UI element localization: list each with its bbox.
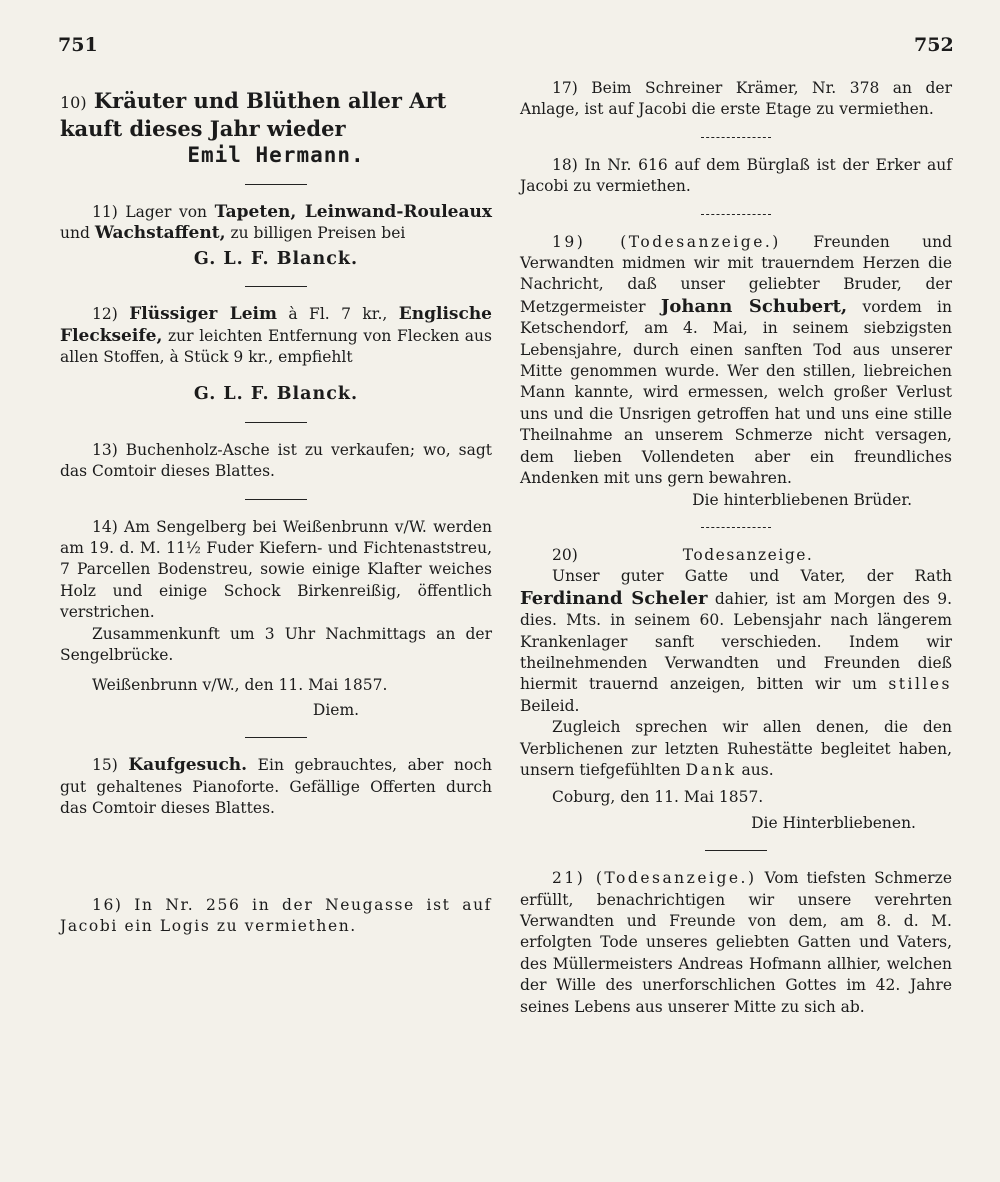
ad-12 [60, 304, 492, 406]
ad-12-emph: Flüssiger Leim [129, 304, 277, 325]
ad-20-signature: Die Hinterbliebenen. [751, 813, 916, 832]
ad-10-line2: kauft dieses Jahr wieder [60, 116, 346, 141]
right-column [520, 78, 952, 1018]
ad-20-dateline: Coburg, den 11. Mai 1857. [552, 788, 764, 807]
divider [245, 184, 307, 185]
ad-14-signature: Diem. [312, 700, 360, 719]
ad-20-text2: aus. [736, 760, 774, 779]
divider [245, 860, 307, 861]
ad-15-text: Ein gebrauchtes, aber noch gut gehaltenes Pianoforte. Gefällige Offerten durch das Comtoir dieses Blattes. [60, 756, 492, 818]
ad-20-emph: stilles [888, 675, 952, 694]
divider [705, 850, 767, 851]
ad-20-text: Unser guter Gatte und Vater, der Rath [552, 567, 952, 586]
ad-19-heading: 19) (Todesanzeige.) [552, 232, 781, 251]
divider [245, 422, 307, 423]
ad-11 [60, 202, 492, 270]
ad-19-name: Johann Schubert, [660, 295, 848, 317]
entry-number: 10) [60, 93, 87, 112]
ad-19 [520, 232, 952, 511]
ad-10-name: Emil Hermann. [187, 143, 365, 167]
ad-21 [520, 868, 952, 1018]
ad-11-text: zu billigen Preisen bei [225, 224, 406, 243]
ad-20-text2: Zugleich sprechen wir allen denen, die den Verblichenen zur letzten Ruhestätte begleitet haben, unsern tiefgefühlten [520, 718, 952, 779]
divider [701, 527, 771, 528]
ad-20 [520, 545, 952, 834]
ad-12-text: zur leichten Entfernung von Flecken aus allen Stoffen, à Stück 9 kr., empfiehlt [60, 326, 492, 367]
ad-11-text: 11) Lager von [92, 203, 215, 221]
ad-19-text: vordem in Ketschendorf, am 4. Mai, in seinem siebzigsten Lebensjahre, durch einen sanften Tod aus unserer Mitte genommen wurde. Wer den stillen, liebreichen Mann kannte, wird ermessen, welch großer Verlust uns und die Unsrigen getroffen hat und uns eine stille Theilnahme an unserem Schmerze nicht versagen, dem lieben Vollendeten aber ein freundliches Andenken mit uns gern bewahren. [520, 297, 952, 488]
divider [701, 137, 771, 138]
ad-19-text: Freunden und Verwandten midmen wir mit trauerndem Herzen die Nachricht, daß unser geliebter Bruder, der Metzgermeister [520, 232, 952, 316]
ad-10-line1: Kräuter und Blüthen aller Art [93, 88, 447, 113]
page-number-right: 752 [914, 34, 954, 56]
ad-20-name: Ferdinand Scheler [520, 587, 708, 609]
ad-17-text: 17) Beim Schreiner Krämer, Nr. 378 an der Anlage, ist auf Jacobi die erste Etage zu vermiethen. [520, 79, 952, 119]
ad-13 [60, 440, 492, 483]
ad-12-text: à Fl. 7 kr., [276, 305, 388, 324]
ad-12-signature: G. L. F. Blanck. [193, 384, 359, 405]
ad-19-signature: Die hinterbliebenen Brüder. [692, 490, 912, 509]
ad-11-text: und [60, 224, 95, 243]
left-column [60, 78, 492, 937]
ad-16-text: 16) In Nr. 256 in der Neugasse ist auf Jacobi ein Logis zu vermiethen. [60, 895, 492, 935]
ad-18-text: 18) In Nr. 616 auf dem Bürglaß ist der Erker auf Jacobi zu vermiethen. [520, 155, 952, 196]
divider [245, 286, 307, 287]
ad-11-emph: Wachstaffent, [94, 223, 226, 244]
divider [245, 499, 307, 500]
ad-21-text: Vom tiefsten Schmerze erfüllt, benachrichtigen wir unsere verehrten Verwandten und Freunde von dem, am 8. d. M. erfolgten Tode unseres geliebten Gatten und Vaters, des Müllermeisters Andreas Hofmann allhier, welchen der Wille des unerforschlichen Gottes im 42. Jahre seines Lebens aus unserer Mitte zu sich ab. [520, 869, 952, 1016]
ad-20-heading: Todesanzeige. [682, 545, 814, 564]
ad-20-text: dahier, ist am Morgen des 9. dies. Mts. in seinem 60. Lebensjahr nach längerem Krankenlager sanft verschieden. Indem wir theilnehmenden Verwandten und Freunden dieß hiermit trauernd anzeigen, bitten wir um [520, 589, 952, 694]
ad-16 [60, 895, 492, 938]
ad-21-heading: 21) (Todesanzeige.) [552, 869, 757, 888]
ad-14-text: 14) Am Sengelberg bei Weißenbrunn v/W. werden am 19. d. M. 11½ Fuder Kiefern- und Fichtenaststreu, 7 Parcellen Bodenstreu, sowie einige Klafter weiches Holz und einige Schock Birkenreißig, öffentlich verstrichen. [60, 517, 492, 622]
entry-number: 20) [552, 545, 578, 564]
ad-15-emph: Kaufgesuch. [128, 755, 248, 776]
divider [245, 737, 307, 738]
page-number-left: 751 [58, 34, 98, 56]
ad-15 [60, 755, 492, 819]
ad-14 [60, 517, 492, 722]
ad-13-text: 13) Buchenholz-Asche ist zu verkaufen; wo, sagt das Comtoir dieses Blattes. [60, 440, 492, 481]
entry-number: 15) [92, 756, 118, 775]
ad-11-signature: G. L. F. Blanck. [193, 248, 359, 269]
divider [701, 214, 771, 215]
ad-12-emph: Englische Fleckseife, [60, 304, 492, 346]
ad-20-text: Beileid. [520, 696, 580, 715]
ad-18 [520, 155, 952, 198]
ad-11-emph: Tapeten, Leinwand-Rouleaux [214, 202, 492, 222]
ad-14-dateline: Weißenbrunn v/W., den 11. Mai 1857. [92, 675, 388, 694]
ad-20-emph: Dank [685, 760, 737, 779]
ad-17 [520, 78, 952, 121]
entry-number: 12) [92, 305, 118, 324]
ad-14-text2: Zusammenkunft um 3 Uhr Nachmittags an der Sengelbrücke. [60, 624, 492, 665]
ad-10 [60, 88, 492, 168]
